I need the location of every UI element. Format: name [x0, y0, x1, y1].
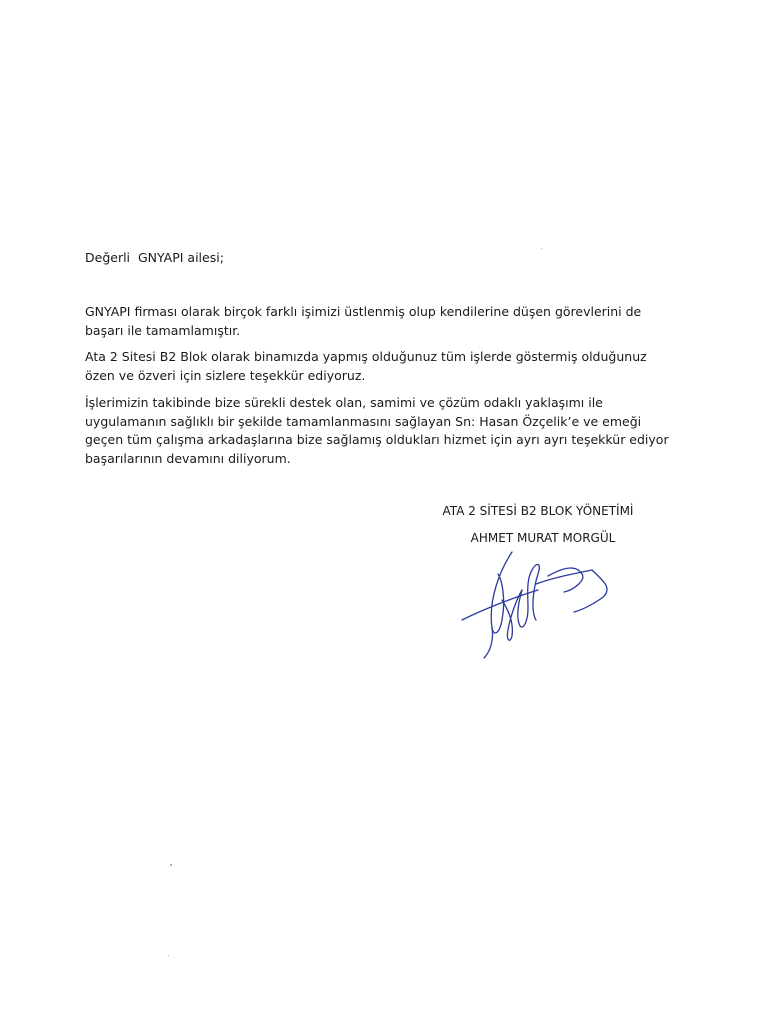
- paragraph-3: İşlerimizin takibinde bize sürekli destek olan, samimi ve çözüm odaklı yaklaşımı ile uygulamanın sağlıklı bir şekilde tamamlanmasını sağlayan Sn: Hasan Özçelik’e ve emeği geçen tüm çalışma arkadaşlarına bize sağlamış oldukları hizmet için ayrı ayrı teşekkür ediyor başarılarının devamını diliyorum.: [85, 395, 669, 466]
- handwritten-signature: [452, 540, 622, 660]
- scan-speck: [170, 864, 172, 866]
- salutation: Değerli GNYAPI ailesi;: [85, 250, 224, 265]
- signatory-name: AHMET MURAT MORGÜL: [470, 531, 616, 545]
- paragraph-1: GNYAPI firması olarak birçok farklı işimizi üstlenmiş olup kendilerine düşen görevlerini de başarı ile tamamlamıştır.: [85, 304, 642, 338]
- signatory-organization: ATA 2 SİTESİ B2 BLOK YÖNETİMİ: [442, 504, 634, 518]
- scan-speck: [541, 248, 542, 249]
- scan-speck: [168, 955, 169, 956]
- paragraph-2: Ata 2 Sitesi B2 Blok olarak binamızda yapmış olduğunuz tüm işlerde göstermiş olduğunuz özen ve özveri için sizlere teşekkür ediyoruz.: [85, 349, 647, 383]
